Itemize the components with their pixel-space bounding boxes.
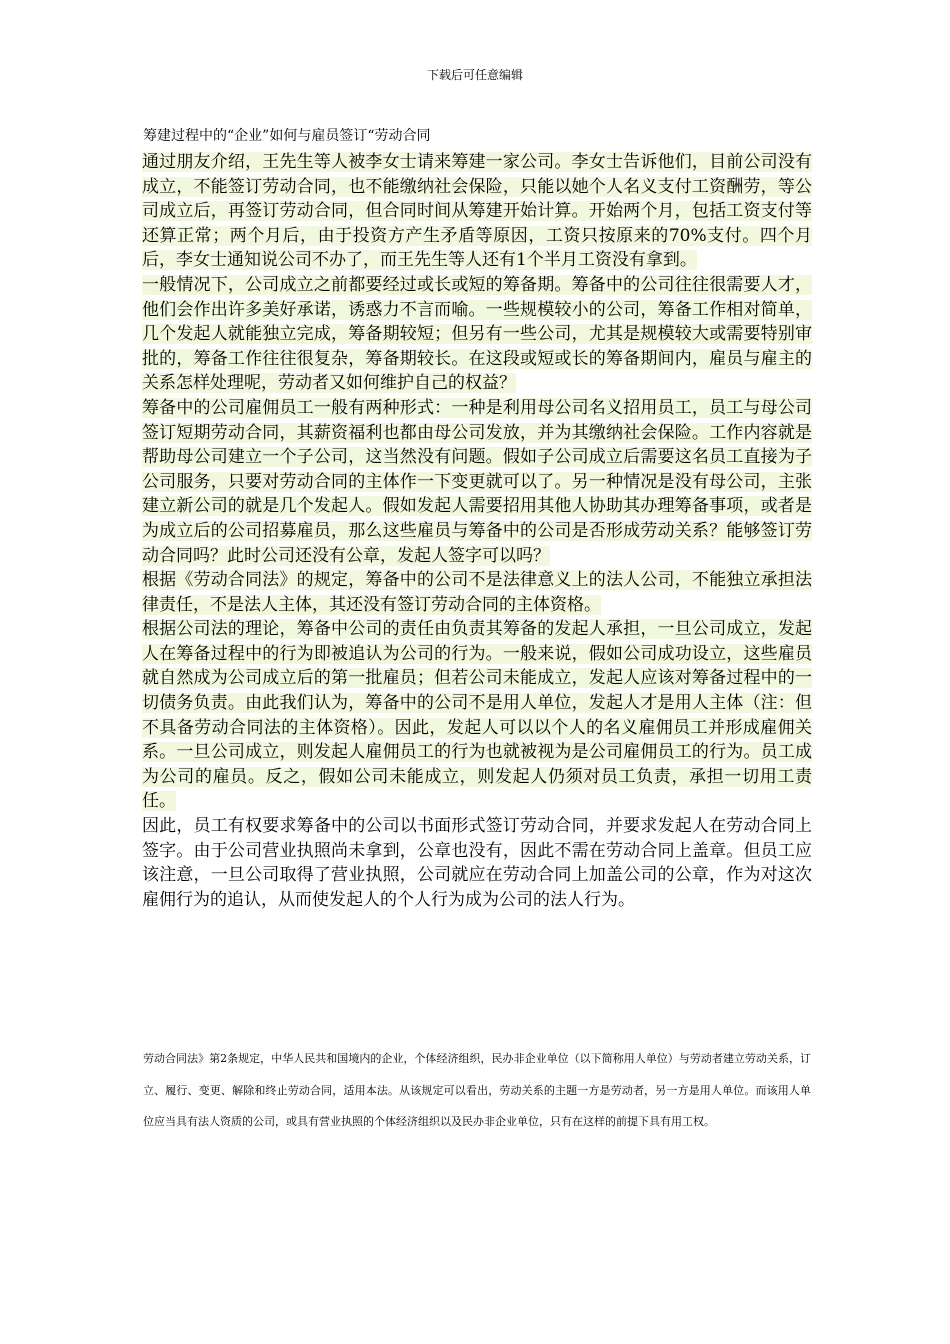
highlighted-text: 筹备中的公司雇佣员工一般有两种形式：一种是利用母公司名义招用员工，员工与母公司签订短期劳动合同，其薪资福利也都由母公司发放，并为其缴纳社会保险。工作内容就是帮助母公司建立一个子公司，这当然没有问题。假如子公司成立后需要这名员工直接为子公司服务，只要对劳动合同的主体作一下变更就可以了。另一种情况是没有母公司，主张建立新公司的就是几个发起人。假如发起人需要招用其他人协助其办理筹备事项，或者是为成立后的公司招募雇员，那么这些雇员与筹备中的公司是否形成劳动关系？能够签订劳动合同吗？此时公司还没有公章，发起人签字可以吗？	[142, 397, 812, 566]
highlighted-text: 通过朋友介绍，王先生等人被李女士请来筹建一家公司。李女士告诉他们，目前公司没有成立，不能签订劳动合同，也不能缴纳社会保险，只能以她个人名义支付工资酬劳，等公司成立后，再签订劳动合同，但合同时间从筹建开始计算。开始两个月，包括工资支付等还算正常；两个月后，由于投资方产生矛盾等原因，工资只按原来的70%支付。四个月后，李女士通知说公司不办了，而王先生等人还有1个半月工资没有拿到。	[142, 152, 812, 271]
body-paragraph	[142, 617, 812, 814]
highlighted-text: 一般情况下，公司成立之前都要经过或长或短的筹备期。筹备中的公司往往很需要人才，他们会作出许多美好承诺，诱惑力不言而喻。一些规模较小的公司，筹备工作相对简单，几个发起人就能独立完成，筹备期较短；但另有一些公司，尤其是规模较大或需要特别审批的，筹备工作往往很复杂，筹备期较长。在这段或短或长的筹备期间内，雇员与雇主的关系怎样处理呢，劳动者又如何维护自己的权益？	[142, 274, 812, 394]
body-paragraph	[142, 273, 812, 396]
highlighted-text: 根据《劳动合同法》的规定，筹备中的公司不是法律意义上的法人公司，不能独立承担法律责任，不是法人主体，其还没有签订劳动合同的主体资格。	[142, 570, 812, 615]
body-paragraph	[142, 396, 812, 568]
legal-note	[143, 1043, 811, 1138]
page-header: 下载后可任意编辑	[426, 68, 523, 82]
body-paragraph: 因此，员工有权要求筹备中的公司以书面形式签订劳动合同，并要求发起人在劳动合同上签字。由于公司营业执照尚未拿到，公章也没有，因此不需在劳动合同上盖章。但员工应该注意，一旦公司取得了营业执照，公司就应在劳动合同上加盖公司的公章，作为对这次雇佣行为的追认，从而使发起人的个人行为成为公司的法人行为。	[142, 816, 812, 910]
body-paragraph	[142, 150, 812, 273]
note-paragraph: 劳动合同法》第2条规定，中华人民共和国境内的企业，个体经济组织，民办非企业单位（以下简称用人单位）与劳动者建立劳动关系，订立、履行、变更、解除和终止劳动合同，适用本法。从该规定可以看出，劳动关系的主题一方是劳动者，另一方是用人单位。而该用人单位应当具有法人资质的公司，或具有营业执照的个体经济组织以及民办非企业单位，只有在这样的前提下具有用工权。	[143, 1052, 811, 1128]
document-body	[142, 150, 812, 912]
document-title: 筹建过程中的“企业”如何与雇员签订“劳动合同	[143, 128, 431, 144]
body-paragraph	[142, 568, 812, 617]
highlighted-text: 根据公司法的理论，筹备中公司的责任由负责其筹备的发起人承担，一旦公司成立，发起人在筹备过程中的行为即被追认为公司的行为。一般来说，假如公司成功设立，这些雇员就自然成为公司成立后的第一批雇员；但若公司未能成立，发起人应该对筹备过程中的一切债务负责。由此我们认为，筹备中的公司不是用人单位，发起人才是用人主体（注：但不具备劳动合同法的主体资格）。因此，发起人可以以个人的名义雇佣员工并形成雇佣关系。一旦公司成立，则发起人雇佣员工的行为也就被视为是公司雇佣员工的行为。员工成为公司的雇员。反之，假如公司未能成立，则发起人仍须对员工负责，承担一切用工责任。	[142, 619, 812, 812]
